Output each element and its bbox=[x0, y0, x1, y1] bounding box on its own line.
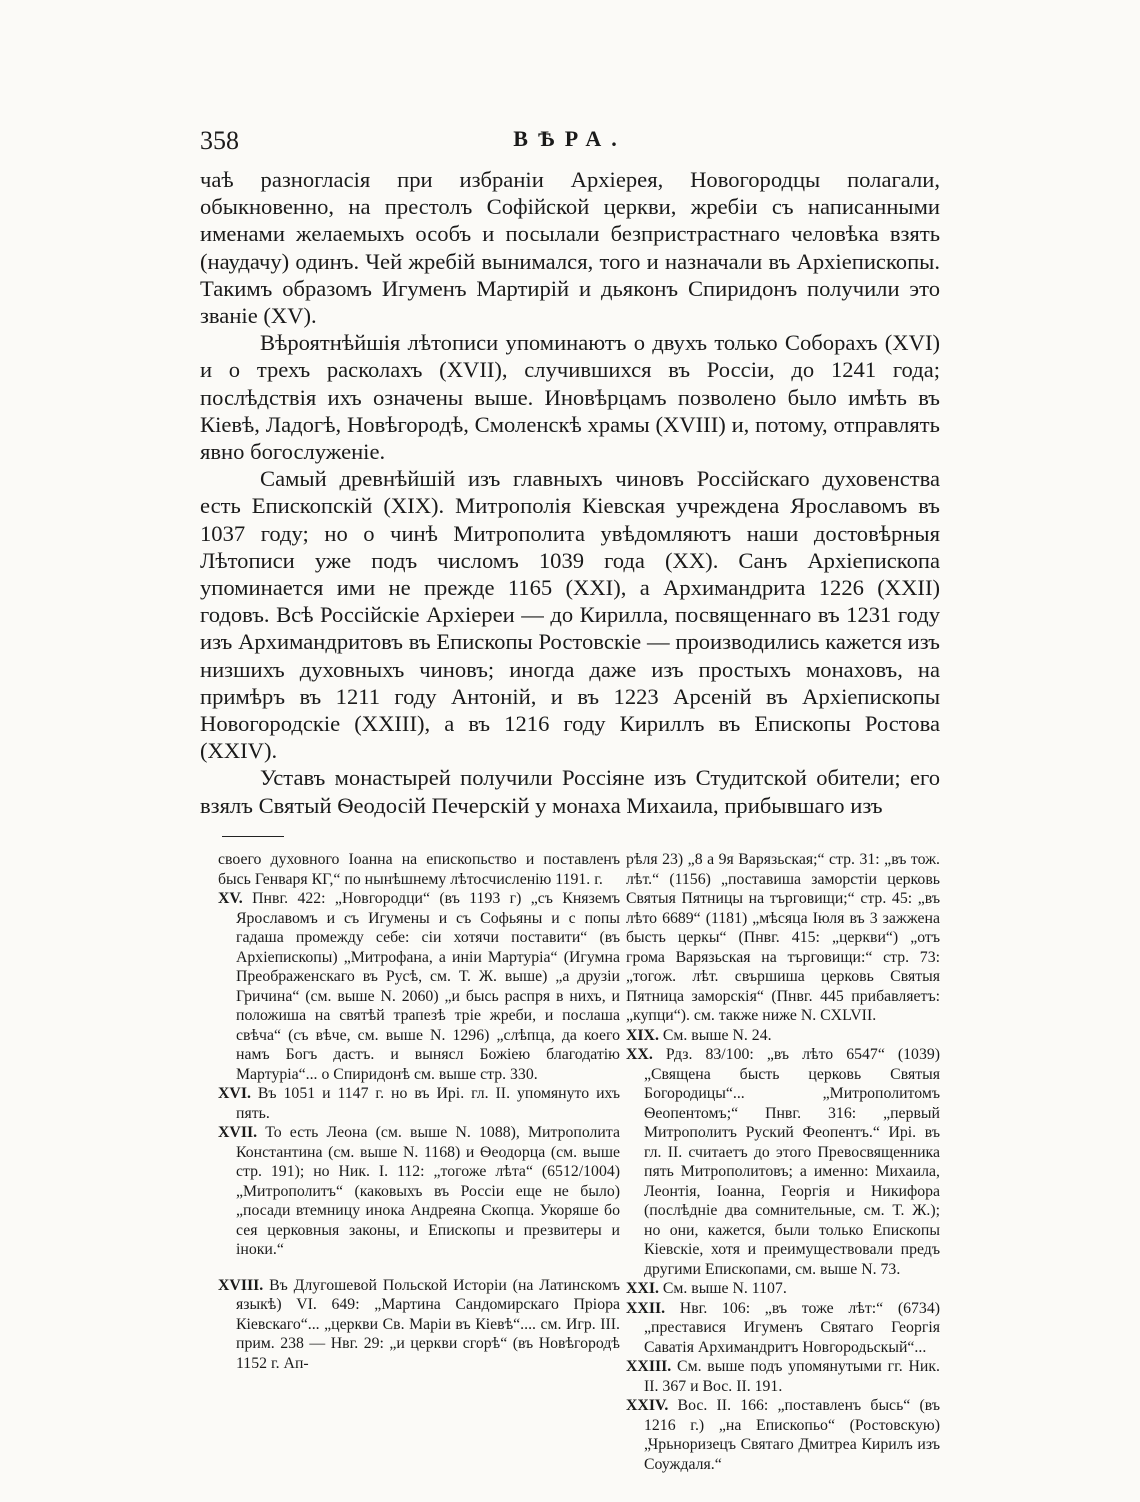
paragraph: Вѣроятнѣйшія лѣтописи упоминаютъ о двухъ только Соборахъ (XVI) и о трехъ расколахъ (XVII), случившихся въ Россіи, до 1241 года; послѣдствія ихъ означены выше. Иновѣрцамъ позволено было имѣть въ Кіевѣ, Ладогѣ, Новѣгородѣ, Смоленскѣ храмы (XVIII) и, потому, отправлять явно богослуженіе. bbox=[200, 330, 940, 465]
paragraph: чаѣ разногласія при избраніи Архіерея, Новогородцы полагали, обыкновенно, на престолъ Софійской церкви, жребіи съ написанными именами желаемыхъ особъ и посылали безпристрастнаго человѣка взять (наудачу) одинъ. Чей жребій вынимался, того и назначали въ Архіепископы. Такимъ образомъ Игуменъ Мартирій и дьяконъ Спиридонъ получили это званіе (XV). bbox=[200, 167, 940, 329]
footnote-label: XXIV. bbox=[626, 1397, 669, 1414]
page-header bbox=[200, 120, 940, 160]
footnote bbox=[626, 1299, 940, 1358]
footnote bbox=[218, 1123, 620, 1260]
footnote-text: Вос. II. 166: „поставленъ бысь“ (въ 1216 г.) „на Епископьо“ (Ростовскую) „Чрьноризецъ Святаго Дмитреа Кирилъ изъ Соуждаля.“ bbox=[644, 1397, 941, 1473]
footnote bbox=[218, 850, 620, 889]
footnote bbox=[218, 889, 620, 1084]
footnote-label: XVIII. bbox=[218, 1276, 264, 1294]
paragraph: Уставъ монастырей получили Россіяне изъ Студитской обители; его взялъ Святый Ѳеодосій Печерскій у монаха Михаила, прибывшаго изъ bbox=[200, 765, 940, 818]
footnote-text: Рдз. 83/100: „въ лѣто 6547“ (1039) „Священа бысть церковь Святыя Богородицы“... „Митрополитомъ Ѳеопентомъ;“ Пнвг. 316: „первый Митрополитъ Руский Феопентъ.“ Ирі. въ гл. II. считаетъ до этого Превосвященника пять Митрополитовъ; а именно: Михаила, Леонтія, Іоанна, Георгія и Никифора (послѣдніе два сомнительные, см. Т. Ж.); но они, кажется, были только Епископы Кіевскіе, хотя и преимуществовали предъ другими Епископами, см. выше N. 73. bbox=[644, 1046, 940, 1278]
page-number: 358 bbox=[200, 126, 239, 155]
footnote-text: То есть Леона (см. выше N. 1088), Митрополита Константина (см. выше N. 1168) и Ѳеодорца (см. выше стр. 191); но Ник. I. 112: „тогоже лѣта“ (6512/1004) „Митрополитъ“ (каковыхъ въ Россіи еще не было) „посади втемницу инока Андреяна Скопца. Укоряше бо сея церковныя законы, и Епископы и презвитеры и іноки.“ bbox=[236, 1124, 620, 1258]
main-text bbox=[200, 166, 940, 819]
footnote-label: XIX. bbox=[626, 1026, 659, 1044]
footnote-label: XX. bbox=[626, 1046, 653, 1063]
footnote bbox=[626, 850, 940, 1026]
footnote-text: См. выше N. 1107. bbox=[662, 1280, 787, 1297]
paragraph: Самый древнѣйшій изъ главныхъ чиновъ Россійскаго духовенства есть Епископскій (XIX). Митрополія Кіевская учреждена Ярославомъ въ 1037 году; но о чинѣ Митрополита увѣдомляютъ наши достовѣрныя Лѣтописи уже подъ числомъ 1039 года (XX). Санъ Архіепископа упоминается ими не прежде 1165 (XXI), а Архимандрита 1226 (XXII) годовъ. Всѣ Россійскіе Архіереи — до Кирилла, посвященнаго въ 1231 году изъ Архимандритовъ въ Епископы Ростовскіе — производились кажется изъ низшихъ духовныхъ чиновъ; иногда даже изъ простыхъ монаховъ, на примѣръ въ 1211 году Антоній, и въ 1223 Арсеній въ Архіепископы Новогородскіе (XXIII), а въ 1216 году Кириллъ въ Епископы Ростова (XXIV). bbox=[200, 466, 940, 764]
footnote bbox=[626, 1396, 940, 1474]
footnote-divider bbox=[222, 836, 284, 837]
running-title: ВѢРА. bbox=[513, 126, 627, 151]
footnote bbox=[626, 1279, 940, 1299]
footnote-text: См. выше N. 24. bbox=[662, 1026, 772, 1044]
footnote bbox=[626, 1357, 940, 1396]
footnote bbox=[218, 1084, 620, 1123]
footnotes-left-column bbox=[218, 850, 620, 1373]
footnote-text: Въ 1051 и 1147 г. но въ Ирі. гл. II. упомянуто ихъ пять. bbox=[236, 1085, 620, 1122]
footnote-label: XXII. bbox=[626, 1299, 666, 1317]
footnote-text: рѣля 23) „8 а 9я Варязьская;“ стр. 31: „въ тож. лѣт.“ (1156) „поставиша заморстіи церковь Святыя Пятницы на търговищи;“ стр. 45: „въ лѣто 6689“ (1181) „мѣсяца Іюля въ 3 зажжена бысть церкы“ (Пнвг. 415: „церкви“) „отъ грома Варязьская на търговищи:“ стр. 73: „тогож. лѣт. свършиша церковь Святыя Пятница заморскія“ (Пнвг. 445 прибавляетъ: „купци“). см. также ниже N. CXLVII. bbox=[626, 851, 940, 1024]
footnote-text: Нвг. 106: „въ тоже лѣт:“ (6734) „преставися Игуменъ Святаго Георгія Саватія Архимандритъ Новгородьскый“... bbox=[644, 1299, 940, 1356]
footnote-text: См. выше подъ упомянутыми гг. Ник. II. 367 и Вос. II. 191. bbox=[644, 1358, 940, 1395]
footnote-label: XXIII. bbox=[626, 1358, 672, 1375]
footnote-label: XXI. bbox=[626, 1280, 659, 1297]
footnote bbox=[626, 1026, 940, 1046]
footnote-text: своего духовного Іоанна на епископьство и поставленъ бысь Генваря КГ,“ по нынѣшнему лѣтосчисленію 1191. г. bbox=[218, 851, 620, 888]
footnotes-right-column bbox=[626, 850, 940, 1474]
footnote-label: XVII. bbox=[218, 1124, 258, 1141]
footnote-text: Пнвг. 422: „Новгородци“ (въ 1193 г) „съ Княземъ Ярославомъ и съ Игумены и съ Софьяны и с попы гадаша промежду себе: сіи хотячи поставити“ (въ Архіепископы) „Митрофана, а инiи Мартуріа“ (Игумна Преображенскаго въ Русѣ, см. Т. Ж. выше) „а друзіи Гричина“ (см. выше N. 2060) „и бысь распря в нихъ, и положиша на святѣй трапезѣ тріе жреби, и послаша свѣча“ (съ вѣче, см. выше N. 1296) „слѣпца, да коего намъ Богъ дастъ. и вынясл Божіею благодатію Мартуріа“... о Спиридонѣ см. выше стр. 330. bbox=[236, 890, 620, 1083]
footnote-label: XVI. bbox=[218, 1085, 251, 1102]
footnote-label: XV. bbox=[218, 890, 243, 907]
footnote bbox=[218, 1276, 620, 1374]
footnote bbox=[626, 1045, 940, 1279]
footnote-text: Въ Длугошевой Польской Исторіи (на Латинскомъ языкѣ) VI. 649: „Мартина Сандомирскаго Пріора Кіевскаго“... „церкви Св. Маріи въ Кіевѣ“.... см. Игр. III. прим. 238 — Нвг. 29: „и церкви сгорѣ“ (въ Новѣгородѣ 1152 г. Ап- bbox=[236, 1276, 621, 1372]
